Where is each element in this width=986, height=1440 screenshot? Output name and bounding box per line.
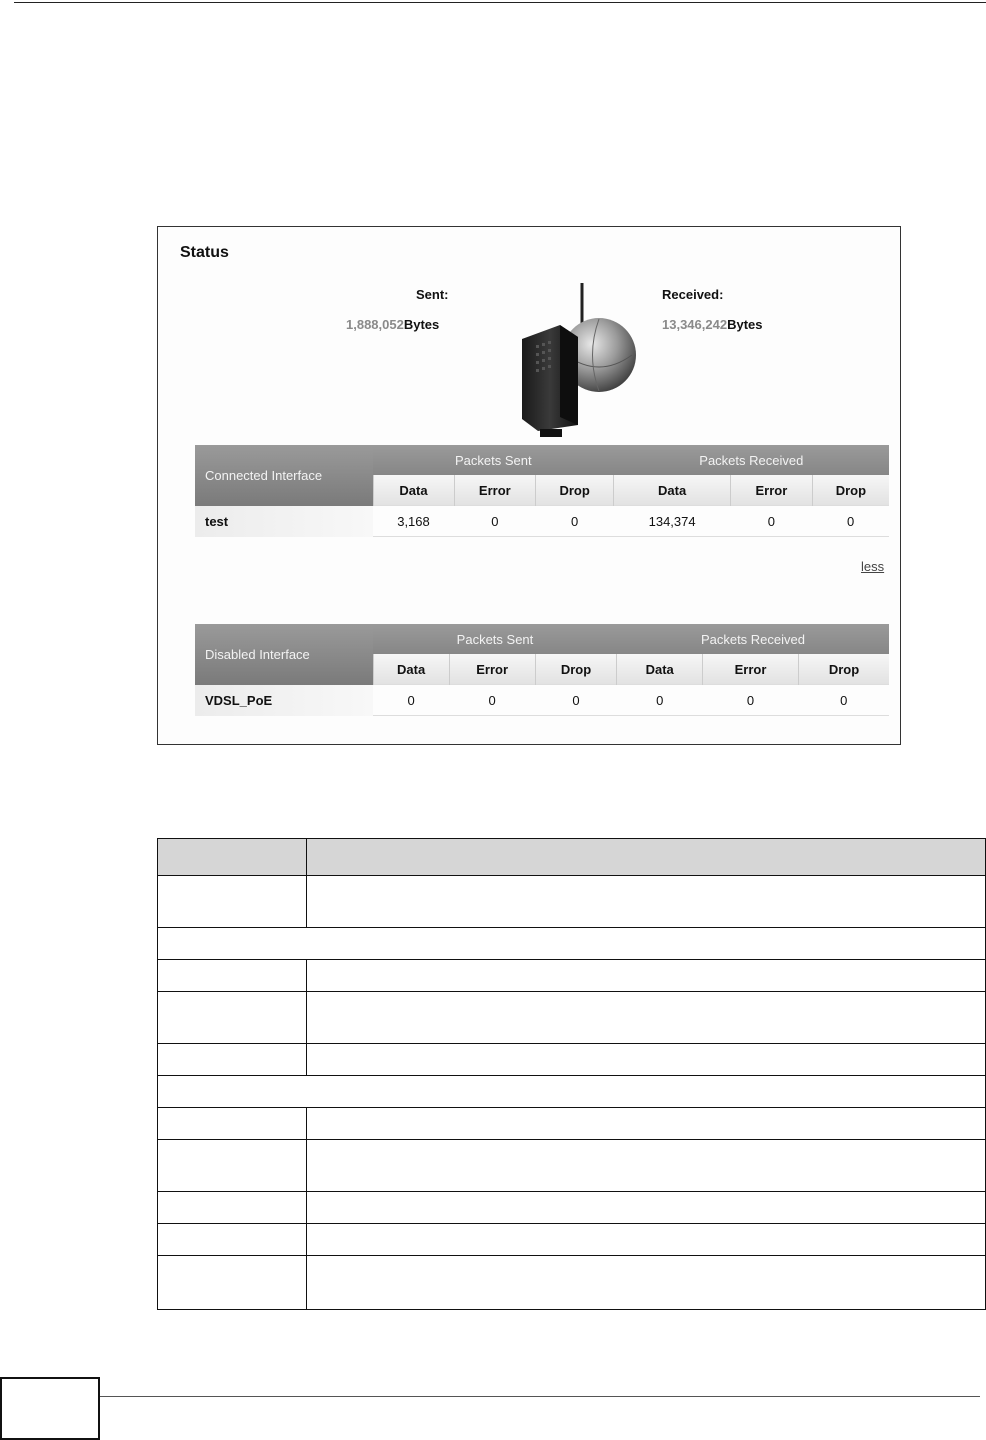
col-recv-drop: Drop (799, 654, 889, 685)
received-bytes-number: 13,346,242 (662, 317, 728, 332)
table-row (158, 1108, 986, 1140)
connected-interface-table (195, 445, 889, 537)
recv-drop-cell: 0 (799, 685, 889, 716)
sent-label: Sent: (416, 287, 449, 302)
col-sent-drop: Drop (535, 654, 617, 685)
recv-drop-cell: 0 (812, 506, 889, 537)
recv-data-cell: 0 (617, 685, 703, 716)
packets-received-header: Packets Received (617, 624, 889, 654)
table-section-row (158, 1076, 986, 1108)
sent-drop-cell: 0 (536, 506, 614, 537)
sent-error-cell: 0 (454, 506, 536, 537)
table-header-row (158, 839, 986, 876)
recv-error-cell: 0 (731, 506, 813, 537)
table-row (158, 960, 986, 992)
packets-received-header: Packets Received (614, 445, 889, 475)
table-row (158, 1256, 986, 1310)
sent-bytes-number: 1,888,052 (346, 317, 404, 332)
col-sent-data: Data (373, 475, 454, 506)
table-section-row (158, 928, 986, 960)
sent-unit: Bytes (403, 317, 440, 332)
disabled-interface-table (195, 624, 889, 716)
packets-sent-header: Packets Sent (373, 624, 617, 654)
header-desc-cell (307, 839, 986, 876)
col-sent-drop: Drop (536, 475, 614, 506)
connected-interface-header: Connected Interface (195, 445, 373, 506)
status-screenshot (157, 226, 901, 745)
disabled-interface-header: Disabled Interface (195, 624, 373, 685)
table-row (158, 1044, 986, 1076)
field-description-table (157, 838, 986, 1310)
col-recv-drop: Drop (812, 475, 889, 506)
table-row (195, 506, 889, 537)
footer-rule (100, 1396, 980, 1397)
packets-sent-header: Packets Sent (373, 445, 614, 475)
table-row (158, 1224, 986, 1256)
table-row (158, 876, 986, 928)
sent-drop-cell: 0 (535, 685, 617, 716)
status-title: Status (180, 244, 229, 261)
received-unit: Bytes (727, 317, 763, 332)
col-sent-data: Data (373, 654, 449, 685)
col-recv-error: Error (731, 475, 813, 506)
sent-data-cell: 0 (373, 685, 449, 716)
sent-error-cell: 0 (449, 685, 535, 716)
table-row (158, 992, 986, 1044)
header-label-cell (158, 839, 307, 876)
sent-data-cell: 3,168 (373, 506, 454, 537)
col-sent-error: Error (454, 475, 536, 506)
table-row (158, 1140, 986, 1192)
received-label: Received: (662, 287, 724, 302)
less-link[interactable]: less (861, 559, 885, 574)
interface-name: test (195, 506, 373, 537)
col-sent-error: Error (449, 654, 535, 685)
header-rule (14, 2, 986, 3)
col-recv-error: Error (702, 654, 798, 685)
page-number-box (0, 1377, 100, 1440)
table-row (195, 685, 889, 716)
sent-value (346, 317, 439, 332)
interface-name: VDSL_PoE (195, 685, 373, 716)
recv-error-cell: 0 (702, 685, 798, 716)
col-recv-data: Data (617, 654, 703, 685)
received-value (662, 317, 763, 332)
col-recv-data: Data (614, 475, 731, 506)
router-globe-icon (516, 279, 646, 441)
table-row (158, 1192, 986, 1224)
recv-data-cell: 134,374 (614, 506, 731, 537)
